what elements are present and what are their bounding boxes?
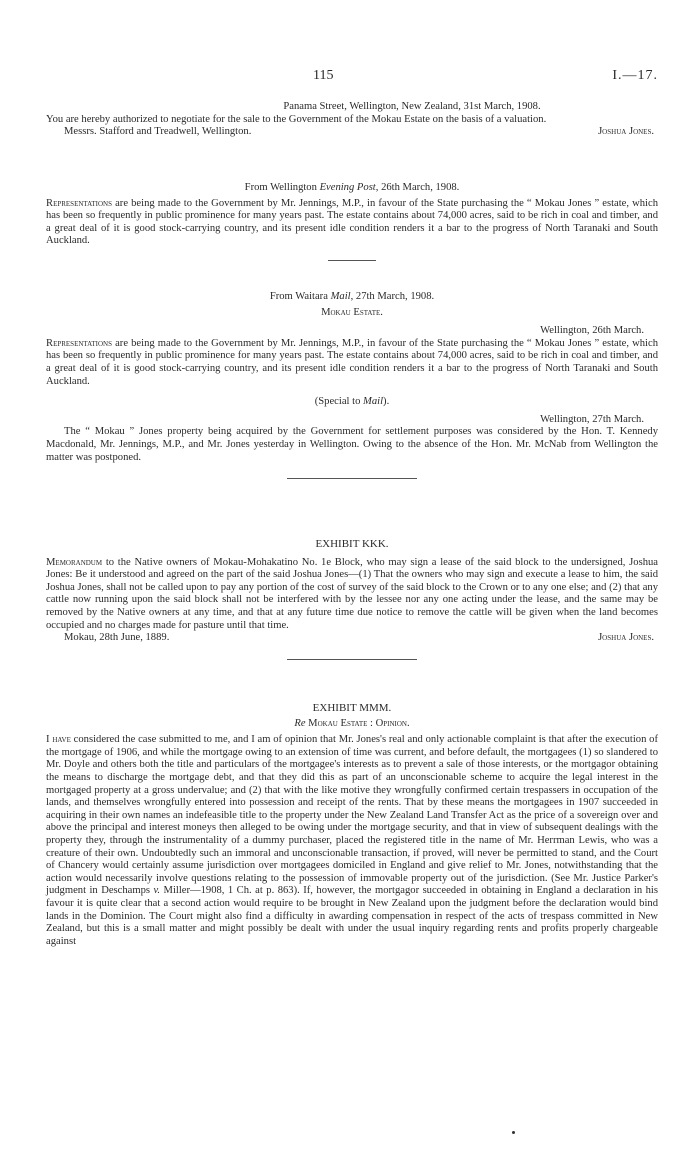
exhibit-kkk-signoff bbox=[46, 632, 658, 645]
exhibit-kkk bbox=[46, 538, 658, 660]
section-divider bbox=[287, 659, 417, 660]
waitara-mail-body-2: The “ Mokau ” Jones property being acquired by the Government for settlement purposes was considered by the Hon. T. Kennedy Macdonald, Mr. Jennings, M.P., and Mr. Jones yesterday in Wellington. Owing to the absence of the Hon. Mr. McNab from Wellington the matter was postponed. bbox=[46, 426, 658, 463]
evening-post-extract bbox=[46, 182, 658, 261]
document-reference: I.—17. bbox=[612, 68, 658, 83]
special-to-mail: (Special to Mail). bbox=[314, 396, 390, 408]
letter-address: Panama Street, Wellington, New Zealand, 31st March, 1908. bbox=[283, 101, 541, 112]
section-divider bbox=[328, 260, 376, 261]
exhibit-kkk-place-date: Mokau, 28th June, 1889. bbox=[64, 632, 170, 644]
waitara-mail-source: From Waitara Mail, 27th March, 1908. bbox=[269, 291, 435, 302]
letter-addressee: Messrs. Stafford and Treadwell, Wellington. bbox=[64, 126, 252, 138]
exhibit-mmm-title: EXHIBIT MMM. bbox=[312, 702, 392, 714]
print-mark bbox=[512, 1131, 515, 1134]
exhibit-mmm-subtitle: Re Mokau Estate : Opinion. bbox=[294, 717, 410, 729]
letter-signoff bbox=[46, 126, 658, 139]
section-divider bbox=[287, 478, 417, 479]
waitara-mail-subtitle: Mokau Estate. bbox=[321, 306, 383, 318]
authorization-letter bbox=[46, 101, 658, 139]
letter-body: You are hereby authorized to negotiate for the sale to the Government of the Mokau Estate on the basis of a valuation. bbox=[46, 113, 547, 125]
evening-post-source: From Wellington Evening Post, 26th March, 1908. bbox=[244, 182, 460, 193]
exhibit-kkk-body: Memorandum to the Native owners of Mokau-Mohakatino No. 1e Block, who may sign a lease of the said block to the undersigned, Joshua Jones: Be it understood and agreed on the part of the said Joshua Jones—(1) That the owners who may sign and execute a lease to him, the said Joshua Jones, shall not be called upon to pay any portion of the cost of survey of the said block to the Crown or to any one else; and (2) that any cattle now running upon the said block shall not be interfered with by the lessee nor any one acting under the lease, and the same may be removed by the Native owners at any time, and that at any future time due notice to remove the cattle will be given when the land becomes occupied and no charges made for pasture until that time. bbox=[46, 556, 658, 631]
evening-post-body: Representations are being made to the Government by Mr. Jennings, M.P., in favour of the State purchasing the “ Mokau Jones ” estate, which has been so frequently in public prominence for many years past. The estate contains about 74,000 acres, said to be rich in coal and timber, and a great deal of it is good stock-carrying country, and its present idle condition renders it a bar to the progress of North Taranaki and South Auckland. bbox=[46, 197, 658, 247]
letter-signature: Joshua Jones. bbox=[598, 126, 654, 138]
waitara-mail-dateline-2: Wellington, 27th March. bbox=[540, 413, 644, 425]
waitara-mail-dateline: Wellington, 26th March. bbox=[540, 325, 644, 337]
page-header bbox=[46, 70, 658, 86]
page-number: 115 bbox=[313, 68, 334, 83]
waitara-mail-body: Representations are being made to the Government by Mr. Jennings, M.P., in favour of the State purchasing the “ Mokau Jones ” estate, which has been so frequently in public prominence for many years past. The estate contains about 74,000 acres, said to be rich in coal and timber, and a great deal of it is good stock-carrying country, and its present idle condition renders it a bar to the progress of North Taranaki and South Auckland. bbox=[46, 337, 658, 387]
exhibit-kkk-signature: Joshua Jones. bbox=[598, 632, 654, 644]
waitara-mail-extract bbox=[46, 291, 658, 479]
exhibit-mmm bbox=[46, 702, 658, 948]
exhibit-kkk-title: EXHIBIT KKK. bbox=[315, 538, 389, 550]
exhibit-mmm-body: I have considered the case submitted to me, and I am of opinion that Mr. Jones's real and only actionable complaint is that after the execution of the mortgage of 1906, and while the mortgage owing to an extension of time was current, and before default, the mortgagees (1) so slandered to Mr. Doyle and others both the title and particulars of the mortgagee's interests as to prevent a sale of those interests, or the mortgagor obtaining the means to discharge the mortgage debt, and that they did this as part of an unconscionable scheme to acquire the legal interest in the mortgaged property at a gross undervalue; and (2) that with the like motive they wrongfully confirmed certain trespassers in occupation of the lands, and themselves wrongfully entered into possession and receipt of the rents. That by these means the mortgagees in 1907 succeeded in acquiring in their own names an indefeasible title to the property under the New Zealand Land Transfer Act as the price of a sovereign over and above the principal and interest moneys then alleged to be owing under the mortgage security, and that in view of subsequent dealings with the property they, through the instrumentality of a dummy purchaser, placed the registered title in the name of Mr. Herrman Lewis, who was a creature of their own. Undoubtedly such an immoral and unconscionable transaction, if proved, will never be permitted to stand, and the Court of Chancery would certainly assume jurisdiction over mortgagees domiciled in England and give relief to Mr. Jones, notwithstanding that the action would necessarily involve questions relating to the possession of immovable property out of the jurisdiction. (See Mr. Justice Parker's judgment in Deschamps v. Miller—1908, 1 Ch. at p. 863). If, however, the mortgagor succeeded in obtaining in England a declaration in his favour it is quite clear that a second action would require to be brought in New Zealand upon the judgment before the declaration would bind lands in the Dominion. The Court might also find a difficulty in awarding compensation in respect of the acts of trespass committed in New Zealand, but this is a small matter and might possibly be dealt with under the usual inquiry regarding rents and profits properly chargeable against bbox=[46, 734, 659, 947]
